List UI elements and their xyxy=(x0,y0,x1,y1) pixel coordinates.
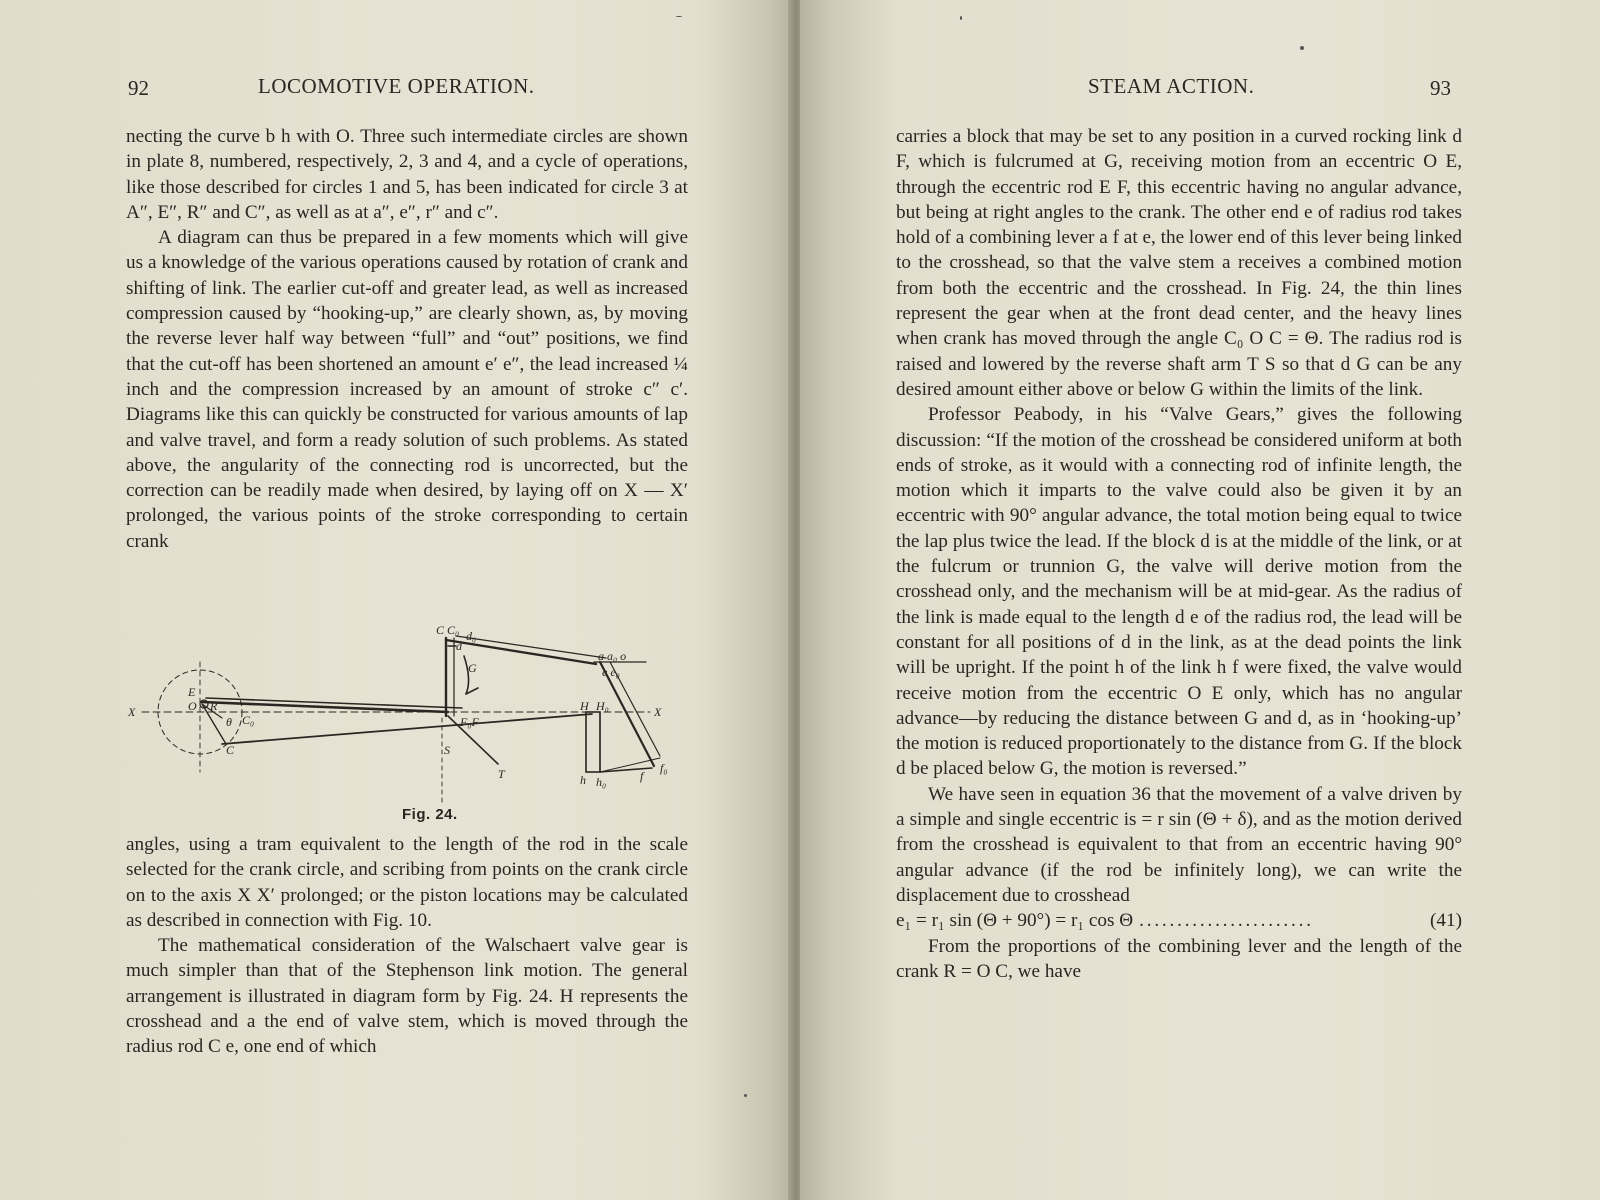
label-h: H xyxy=(580,699,589,713)
label-theta: θ xyxy=(226,715,232,729)
label-s: S xyxy=(444,743,450,757)
label-r: R xyxy=(210,699,218,713)
right-page xyxy=(800,0,1600,1200)
equation-number: (41) xyxy=(1430,910,1462,932)
equation-leader: . . . . . . . . . . . . . . . . . . . . . . . xyxy=(1139,910,1310,932)
label-g: G xyxy=(468,661,477,675)
label-h-small: h xyxy=(580,773,586,787)
crosshead xyxy=(586,712,600,772)
paragraph: We have seen in equation 36 that the movement of a valve driven by a simple and single eccentric is = r sin (Θ + δ), and as the motion derived from the crosshead is equivalent to that from an eccentric having 90° angular advance (if the rod be infinitely long), we can write the displacement due to crosshead xyxy=(896,783,1462,906)
paragraph: A diagram can thus be prepared in a few moments which will give us a knowledge of the various operations caused by rotation of crank and shifting of link. The earlier cut-off and greater lead, as well as increased compression caused by “hooking-up,” are clearly shown, as, by moving the reverse lever half way between “full” and “out” positions, we find that the cut-off has been shortened an amount e′ e″, the lead increased ¼ inch and the compression increased by an amount of stroke c″ c′. Diagrams like this can quickly be constructed for various amounts of lap and valve travel, and form a ready solution of such problems. As stated above, the angularity of the connecting rod is uncorrected, but the correction can be readily made when desired, by laying off on X — X′ prolonged, the various points of the stroke corresponding to certain crank xyxy=(126,227,688,552)
label-x-left: X xyxy=(128,705,136,719)
label-x-right: X xyxy=(654,705,662,719)
paragraph: The mathematical consideration of the Walschaert valve gear is much simpler than that of the Stephenson link motion. The general arrangement is illustrated in diagram form by Fig. 24. H represents the crosshead and a the end of valve stem, which is moved through the radius rod C e, one end of which xyxy=(126,935,688,1058)
right-text xyxy=(896,124,1462,984)
label-a-a0-o: a a₀ o xyxy=(598,649,627,663)
paper-speck xyxy=(744,1094,747,1097)
running-head-right: STEAM ACTION. xyxy=(1088,74,1255,98)
page-number-right: 93 xyxy=(1430,76,1451,100)
paper-speck xyxy=(1300,46,1304,50)
label-cc0: C C₀ xyxy=(436,623,460,637)
running-head-left: LOCOMOTIVE OPERATION. xyxy=(258,74,535,98)
label-d: d xyxy=(456,639,462,653)
paragraph: necting the curve b h with O. Three such intermediate circles are shown in plate 8, numbered, respectively, 2, 3 and 4, and a cycle of operations, like those described for circles 1 and 5, has been indicated for circle 3 at A″, E″, R″ and C″, as well as at a″, e″, r″ and c″. xyxy=(126,126,688,223)
connecting-rod xyxy=(202,702,448,712)
paragraph: angles, using a tram equivalent to the length of the rod in the scale selected for the crank circle, and scribing from points on the crank circle on to the axis X X′ prolonged; or the piston locations may be calculated as described in connection with Fig. 10. xyxy=(126,834,688,931)
label-e-e0: e e₀ xyxy=(602,665,620,679)
label-o: O xyxy=(188,699,197,713)
paper-speck xyxy=(960,16,962,20)
label-h0-small: h₀ xyxy=(596,775,607,789)
paragraph: carries a block that may be set to any position in a curved rocking link d F, which is fulcrumed at G, receiving motion from an eccentric O E, through the eccentric rod E F, this eccentric having no angular advance, but being at right angles to the crank. The other end e of radius rod takes hold of a combining lever a f at e, the lower end of this lever being linked to the crosshead, so that the valve stem a receives a combined motion from both the eccentric and the crosshead. In Fig. 24, the thin lines represent the gear when at the front dead center, and the heavy lines when crank has moved through the angle C₀ O C = Θ. The radius rod is raised and lowered by the reverse shaft arm T S so that d G can be any desired amount either above or below G within the limits of the link. xyxy=(896,126,1462,400)
label-c: C xyxy=(226,743,235,757)
equation-text: e₁ = r₁ sin (Θ + 90°) = r₁ cos Θ xyxy=(896,910,1134,932)
paper-speck xyxy=(676,16,682,17)
label-ff: F₀F xyxy=(460,715,479,729)
label-f: f xyxy=(640,769,644,783)
label-c0: C₀ xyxy=(242,713,255,727)
label-t: T xyxy=(498,767,505,781)
label-f0: f₀ xyxy=(660,761,668,775)
label-h0: H₀ xyxy=(596,699,609,713)
left-page xyxy=(0,0,792,1200)
left-text-top xyxy=(126,124,688,554)
paragraph: From the proportions of the combining lever and the length of the crank R = O C, we have xyxy=(896,935,1462,982)
figure-caption: Fig. 24. xyxy=(402,806,458,823)
left-text-bottom xyxy=(126,832,688,1060)
label-d0: d₀ xyxy=(466,629,477,643)
label-e: E xyxy=(188,685,196,699)
page-number-left: 92 xyxy=(128,76,149,100)
connecting-rod-thin xyxy=(222,714,592,744)
equation-line xyxy=(896,908,1462,933)
paragraph: Professor Peabody, in his “Valve Gears,” gives the following discussion: “If the motion of the crosshead be considered uniform at both ends of stroke, as it would with a connecting rod of infinite length, the motion which it imparts to the valve could also be given it by an eccentric with 90° angular advance, the total motion being equal to twice the lap plus twice the lead. If the block d is at the middle of the link, or at the fulcrum or trunnion G, the valve will derive motion from the crosshead only, and the mechanism will be at mid-gear. As the radius of the link is made equal to the length d e of the radius rod, the lead will be constant for all positions of d in the link, as at the dead points the link will be upright. If the point h of the link h f were fixed, the valve would receive motion from the eccentric O E only, which has no angular advance—by reducing the distance between G and d, as in ‘hooking-up’ the motion is reduced proportionately to the distance from G. If the block d be placed below G, the motion is reversed.” xyxy=(896,404,1462,780)
